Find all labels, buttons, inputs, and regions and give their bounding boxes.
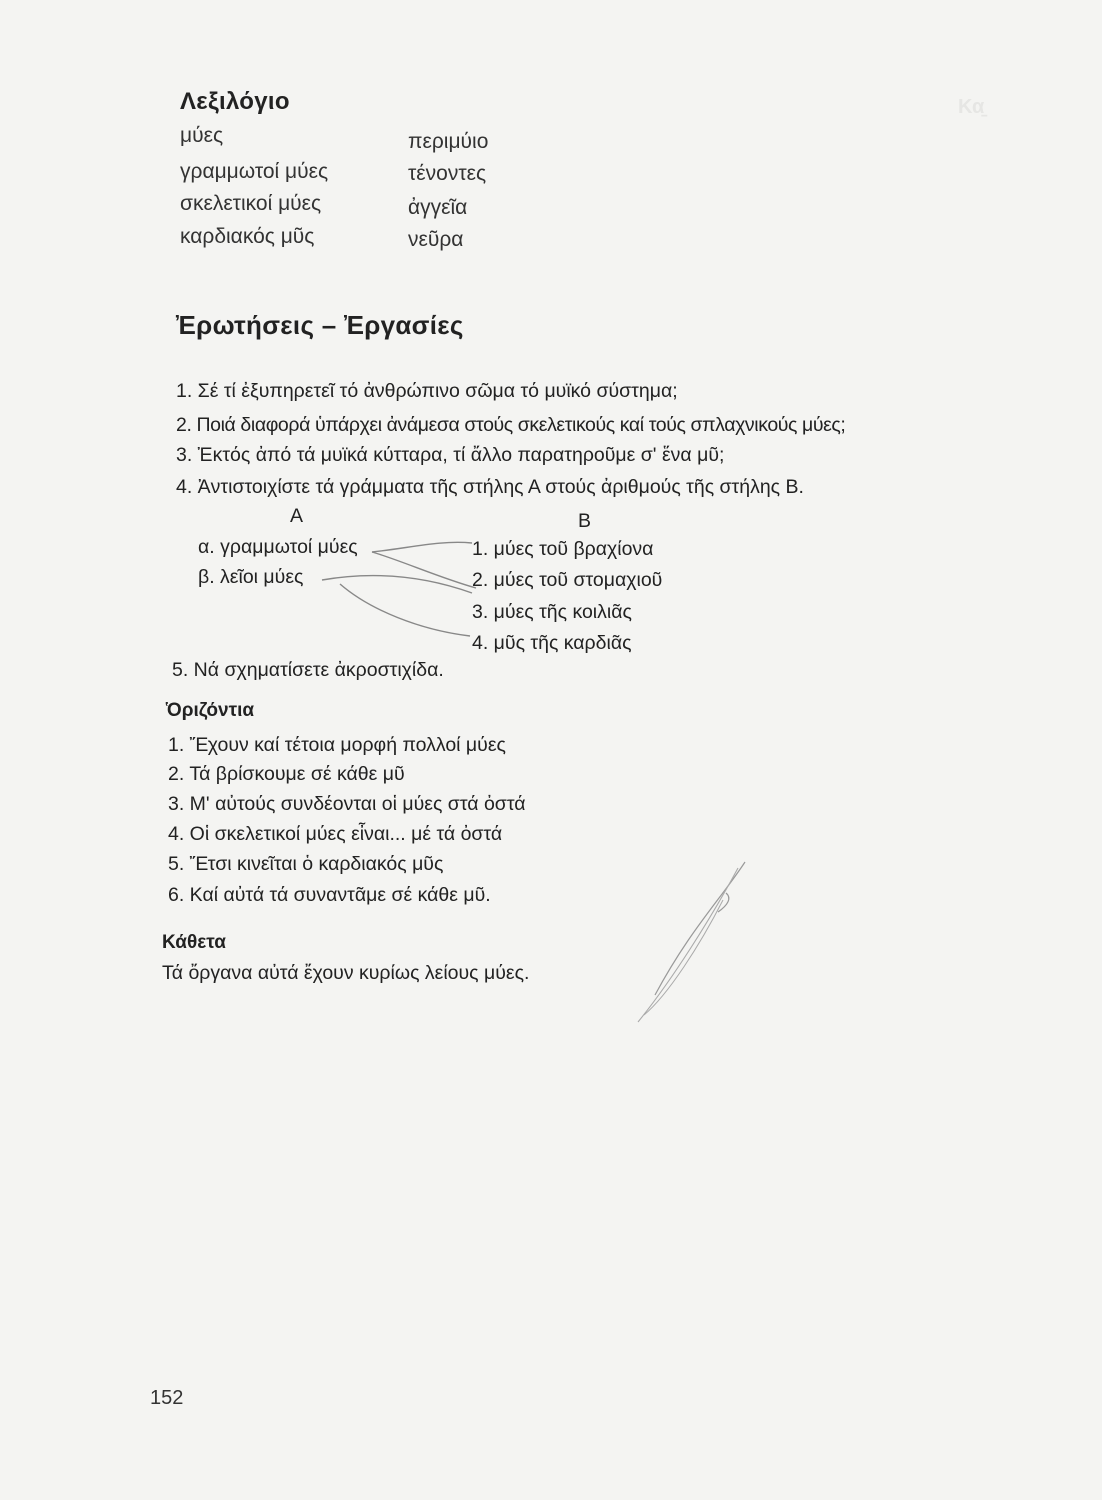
column-a-label: Α bbox=[290, 505, 304, 527]
vocab-word: καρδιακός μῦς bbox=[180, 225, 315, 248]
question-item: 4. Ἀντιστοιχίστε τά γράμματα τῆς στήλης Α στούς ἀριθμούς τῆς στήλης Β. bbox=[176, 476, 804, 498]
pencil-scribble bbox=[644, 900, 723, 1015]
column-b-item: 1. μύες τοῦ βραχίονα bbox=[472, 538, 654, 560]
pencil-scribble bbox=[718, 893, 729, 912]
column-a-item: α. γραμμωτοί μύες bbox=[198, 536, 358, 558]
vertical-clue: Τά ὄργανα αὐτά ἔχουν κυρίως λείους μύες. bbox=[162, 962, 530, 984]
question-item-5: 5. Νά σχηματίσετε ἀκροστιχίδα. bbox=[172, 659, 444, 681]
question-item: 2. Ποιά διαφορά ὑπάρχει ἀνάμεσα στούς σκελετικούς καί τούς σπλαχνικούς μύες; bbox=[176, 414, 846, 436]
bleed-through-text: Κα̱ bbox=[958, 96, 985, 118]
horizontal-clue: 4. Οἱ σκελετικοί μύες εἶναι... μέ τά ὀστά bbox=[168, 823, 503, 845]
question-item: 1. Σέ τί ἐξυπηρετεῖ τό ἀνθρώπινο σῶμα τό μυϊκό σύστημα; bbox=[176, 380, 678, 402]
column-b-item: 2. μύες τοῦ στομαχιοῦ bbox=[472, 569, 663, 591]
column-a-item: β. λεῖοι μύες bbox=[198, 566, 304, 588]
vocabulary-title: Λεξιλόγιο bbox=[180, 88, 290, 115]
match-line bbox=[322, 576, 472, 593]
page-number: 152 bbox=[150, 1387, 184, 1409]
match-line bbox=[372, 552, 476, 588]
vocab-word: σκελετικοί μύες bbox=[180, 192, 322, 215]
horizontal-clue: 1. Ἔχουν καί τέτοια μορφή πολλοί μύες bbox=[168, 734, 506, 756]
column-b-label: Β bbox=[578, 510, 592, 532]
vocab-word: τένοντες bbox=[408, 162, 487, 185]
horizontal-clue: 5. Ἔτσι κινεῖται ὁ καρδιακός μῦς bbox=[168, 853, 444, 875]
pencil-scribble bbox=[638, 868, 738, 1022]
horizontal-clue: 2. Τά βρίσκουμε σέ κάθε μῦ bbox=[168, 763, 405, 785]
horizontal-title: Ὁριζόντια bbox=[166, 700, 255, 721]
vocab-word: ἀγγεῖα bbox=[408, 196, 468, 219]
vocab-word: γραμμωτοί μύες bbox=[180, 160, 329, 183]
match-line bbox=[340, 584, 470, 636]
pencil-scribble bbox=[655, 862, 745, 995]
question-item: 3. Ἐκτός ἀπό τά μυϊκά κύτταρα, τί ἄλλο παρατηροῦμε σ' ἕνα μῦ; bbox=[176, 444, 725, 466]
column-b-item: 4. μῦς τῆς καρδιᾶς bbox=[472, 632, 632, 654]
vocab-word: νεῦρα bbox=[408, 228, 464, 251]
horizontal-clue: 6. Καί αὐτά τά συναντᾶμε σέ κάθε μῦ. bbox=[168, 884, 491, 906]
column-b-item: 3. μύες τῆς κοιλιᾶς bbox=[472, 601, 632, 623]
vocab-word: μύες bbox=[180, 124, 224, 147]
match-line bbox=[372, 542, 472, 552]
questions-title: Ἐρωτήσεις – Ἐργασίες bbox=[176, 310, 464, 340]
horizontal-clue: 3. Μ' αὐτούς συνδέονται οἱ μύες στά ὀστά bbox=[168, 793, 526, 815]
vocab-word: περιμύιο bbox=[408, 130, 489, 153]
vertical-title: Κάθετα bbox=[162, 932, 226, 953]
